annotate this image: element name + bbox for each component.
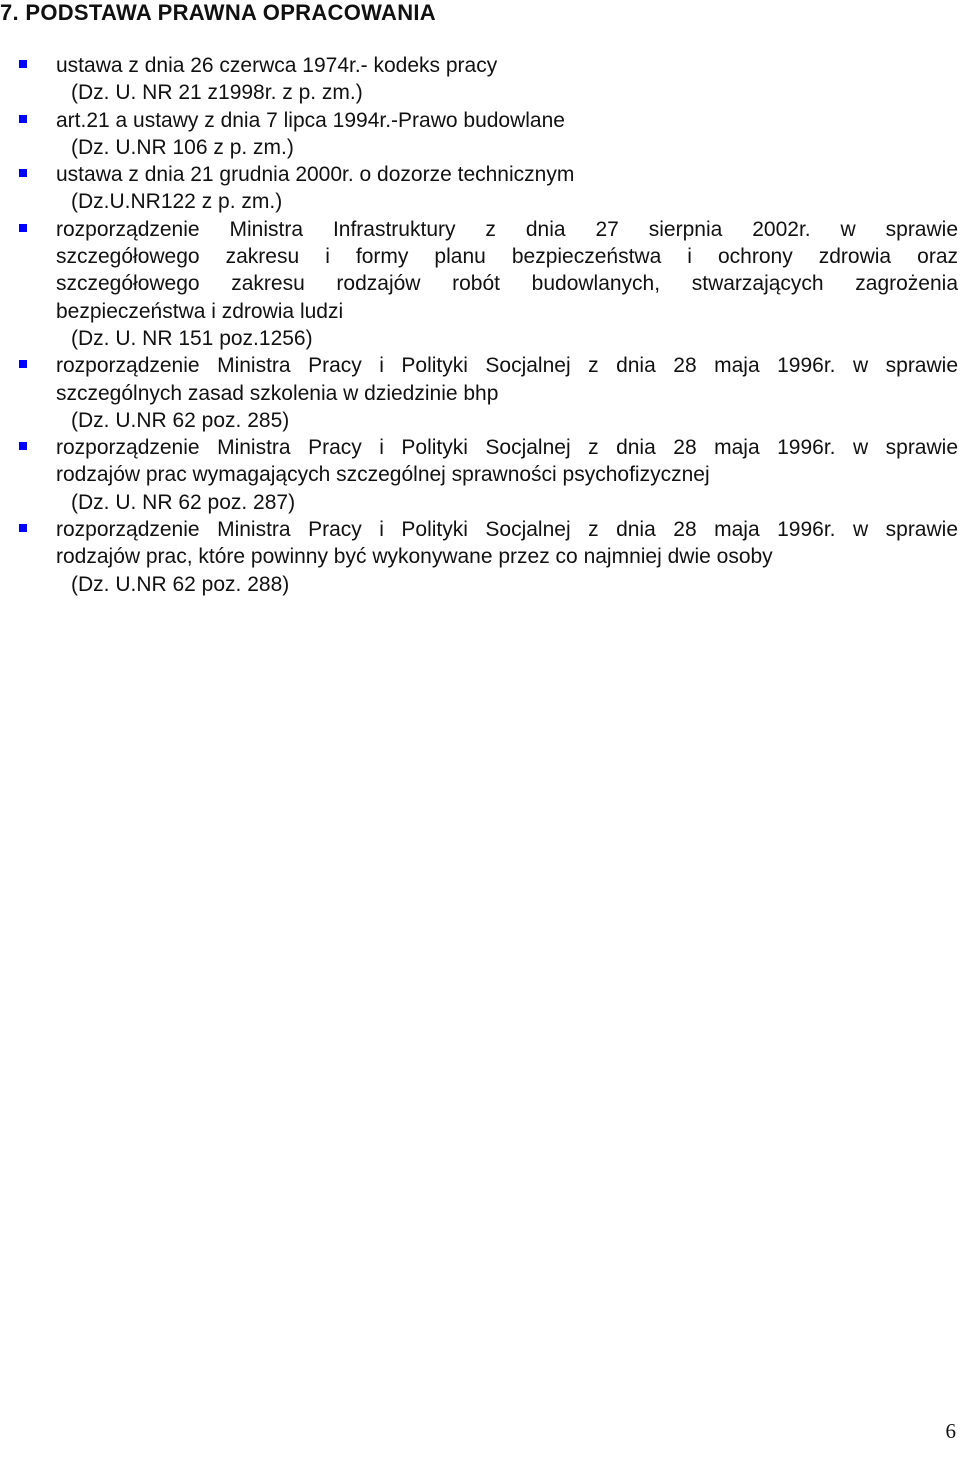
list-item [0,161,958,216]
square-bullet-icon [19,115,27,123]
square-bullet-icon [19,60,27,68]
item-text-line: szczegółowego zakresu i formy planu bezpieczeństwa i ochrony zdrowia oraz [56,245,958,269]
section-title: 7. PODSTAWA PRAWNA OPRACOWANIA [0,0,436,25]
square-bullet-icon [19,169,27,177]
item-text-line: bezpieczeństwa i zdrowia ludzi [56,299,344,323]
item-reference: (Dz.U.NR122 z p. zm.) [71,190,283,214]
item-text-line: rozporządzenie Ministra Pracy i Polityki Socjalnej z dnia 28 maja 1996r. w sprawie [56,354,958,378]
square-bullet-icon [19,442,27,450]
square-bullet-icon [19,360,27,368]
list-item [0,52,958,107]
list-item [0,216,958,352]
item-reference: (Dz. U.NR 62 poz. 288) [71,572,290,596]
square-bullet-icon [19,524,27,532]
item-text-line: szczególnych zasad szkolenia w dziedzinie bhp [56,381,499,405]
square-bullet-icon [19,224,27,232]
item-text-line: rozporządzenie Ministra Infrastruktury z dnia 27 sierpnia 2002r. w sprawie [56,217,958,241]
item-reference: (Dz. U. NR 21 z1998r. z p. zm.) [71,81,363,105]
item-text-line: rozporządzenie Ministra Pracy i Polityki Socjalnej z dnia 28 maja 1996r. w sprawie [56,518,958,542]
item-text-line: rodzajów prac wymagających szczególnej sprawności psychofizycznej [56,463,710,487]
item-text-line: ustawa z dnia 21 grudnia 2000r. o dozorze technicznym [56,163,575,187]
item-reference: (Dz. U. NR 62 poz. 287) [71,490,296,514]
item-reference: (Dz. U. NR 151 poz.1256) [71,326,313,350]
list-item [0,434,958,516]
item-text-line: rodzajów prac, które powinny być wykonywane przez co najmniej dwie osoby [56,545,773,569]
item-text-line: szczegółowego zakresu rodzajów robót budowlanych, stwarzających zagrożenia [56,272,958,296]
item-text-line: art.21 a ustawy z dnia 7 lipca 1994r.-Prawo budowlane [56,108,565,132]
item-text-line: rozporządzenie Ministra Pracy i Polityki Socjalnej z dnia 28 maja 1996r. w sprawie [56,436,958,460]
list-item [0,107,958,162]
item-reference: (Dz. U.NR 106 z p. zm.) [71,135,294,159]
item-reference: (Dz. U.NR 62 poz. 285) [71,408,290,432]
legal-basis-list [0,52,958,598]
list-item [0,516,958,598]
list-item [0,352,958,434]
item-text-line: ustawa z dnia 26 czerwca 1974r.- kodeks pracy [56,54,498,77]
page-number: 6 [945,1419,956,1443]
